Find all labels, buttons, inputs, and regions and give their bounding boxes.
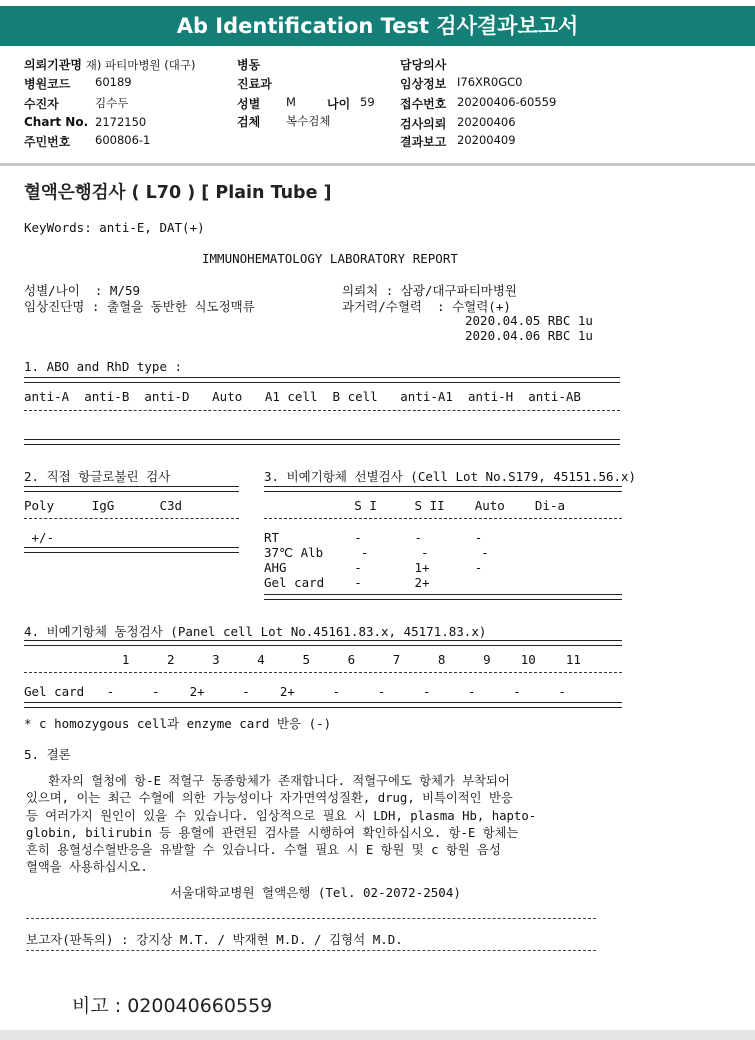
- conclusion-text: 환자의 혈청에 항-E 적혈구 동종항체가 존재합니다. 적혈구에도 항체가 부착되어 있으며, 이는 최근 수혈에 의한 가능성이나 자가면역성질환, drug, 비특이적인 반응 등 여러가지 원인이 있을 수 있습니다. 임상적으로 필요 시 LDH, plasma Hb, hapto- globin, bilirubin 등 용혈에 관련된 검사를 시행하여 확인하십시오. 항-E 항체는 흔히 용혈성수혈반응을 유발할 수 있습니다. 수혈 필요 시 E 항원 및 c 항원 음성 혈액을 사용하십시오.: [26, 774, 537, 875]
- report-header: [0, 50, 755, 162]
- panel-bottom-rule: [24, 702, 622, 708]
- header-field-accession-no: 접수번호 20200406-60559: [400, 95, 557, 111]
- panel-gel-row: Gel card - - 2+ - 2+ - - - - - -: [24, 684, 566, 699]
- requesting-institution: 의뢰처 : 삼광/대구파티마병원: [342, 283, 518, 298]
- header-field-report-date: 결과보고 20200409: [400, 133, 516, 149]
- header-field-doctor: 담당의사: [400, 58, 447, 72]
- reporter-top-rule: [26, 918, 596, 919]
- panel-numbers: 1 2 3 4 5 6 7 8 9 10 11: [24, 652, 581, 667]
- patient-sex-age: 성별/나이 : M/59: [24, 283, 141, 298]
- report-banner: Ab Identification Test 검사결과보고서: [0, 6, 755, 46]
- dat-bottom-rule: [24, 547, 239, 553]
- header-field-institution: 의뢰기관명 재) 파티마병원 (대구): [24, 58, 196, 72]
- dat-columns: Poly IgG C3d: [24, 498, 183, 513]
- header-field-request-date: 검사의뢰 20200406: [400, 115, 516, 131]
- reporter: 보고자(판독의) : 강지상 M.T. / 박재현 M.D. / 김형석 M.D.: [26, 932, 403, 947]
- conclusion-heading: 5. 결론: [24, 747, 71, 762]
- abo-columns: anti-A anti-B anti-D Auto A1 cell B cell anti-A1 anti-H anti-AB: [24, 389, 581, 404]
- dat-top-rule: [24, 486, 239, 492]
- screen-mid-rule: [264, 518, 622, 519]
- header-field-chart-no: Chart No. 2172150: [24, 115, 147, 129]
- reporter-bottom-rule: [26, 950, 596, 951]
- screen-row: 37℃ Alb - - -: [264, 545, 489, 560]
- header-field-department: 진료과: [237, 77, 272, 91]
- lab-contact: 서울대학교병원 혈액은행 (Tel. 02-2072-2504): [170, 885, 461, 900]
- panel-mid-rule: [24, 672, 622, 673]
- abo-bottom-rule: [24, 439, 620, 445]
- header-field-specimen: 검체 복수검체: [237, 114, 331, 129]
- header-field-patient: 수진자 김수두: [24, 96, 129, 111]
- panel-note: * c homozygous cell과 enzyme card 반응 (-): [24, 716, 332, 731]
- header-field-age: 나이 59: [327, 95, 375, 111]
- header-field-clinical-info: 임상정보 I76XR0GC0: [400, 75, 523, 91]
- header-field-hospital-code: 병원코드 60189: [24, 75, 132, 91]
- transfusion-history: 과거력/수혈력 : 수혈력(+): [342, 299, 511, 314]
- abo-mid-rule: [24, 410, 620, 411]
- screen-bottom-rule: [264, 594, 622, 600]
- header-separator: [0, 163, 755, 166]
- header-field-sex: 성별 M: [237, 95, 296, 111]
- header-field-ward: 병동: [237, 58, 261, 72]
- clinical-diagnosis: 임상진단명 : 출혈을 동반한 식도정맥류: [24, 299, 255, 314]
- screen-heading: 3. 비예기항체 선별검사 (Cell Lot No.S179, 45151.56.x): [264, 469, 637, 484]
- header-field-resident-no: 주민번호 600806-1: [24, 133, 151, 149]
- lab-title: IMMUNOHEMATOLOGY LABORATORY REPORT: [202, 251, 458, 266]
- screen-row: Gel card - 2+: [264, 575, 430, 590]
- dat-heading: 2. 직접 항글로불린 검사: [24, 469, 171, 484]
- screen-row: AHG - 1+ -: [264, 560, 483, 575]
- dat-result: +/-: [24, 530, 55, 545]
- abo-top-rule: [24, 377, 620, 383]
- transfusion-record-1: 2020.04.05 RBC 1u: [465, 313, 593, 328]
- panel-top-rule: [24, 640, 622, 646]
- footer-band: [0, 1030, 755, 1040]
- remark: 비고 : 020040660559: [72, 995, 273, 1017]
- screen-top-rule: [264, 486, 622, 492]
- screen-row: RT - - -: [264, 530, 483, 545]
- transfusion-record-2: 2020.04.06 RBC 1u: [465, 328, 593, 343]
- keywords: KeyWords: anti-E, DAT(+): [24, 220, 205, 235]
- dat-mid-rule: [24, 518, 239, 519]
- screen-columns: S I S II Auto Di-a: [264, 498, 566, 513]
- panel-heading: 4. 비예기항체 동정검사 (Panel cell Lot No.45161.83.x, 45171.83.x): [24, 624, 487, 639]
- abo-heading: 1. ABO and RhD type :: [24, 359, 183, 374]
- report-title: 혈액은행검사 ( L70 ) [ Plain Tube ]: [24, 183, 332, 203]
